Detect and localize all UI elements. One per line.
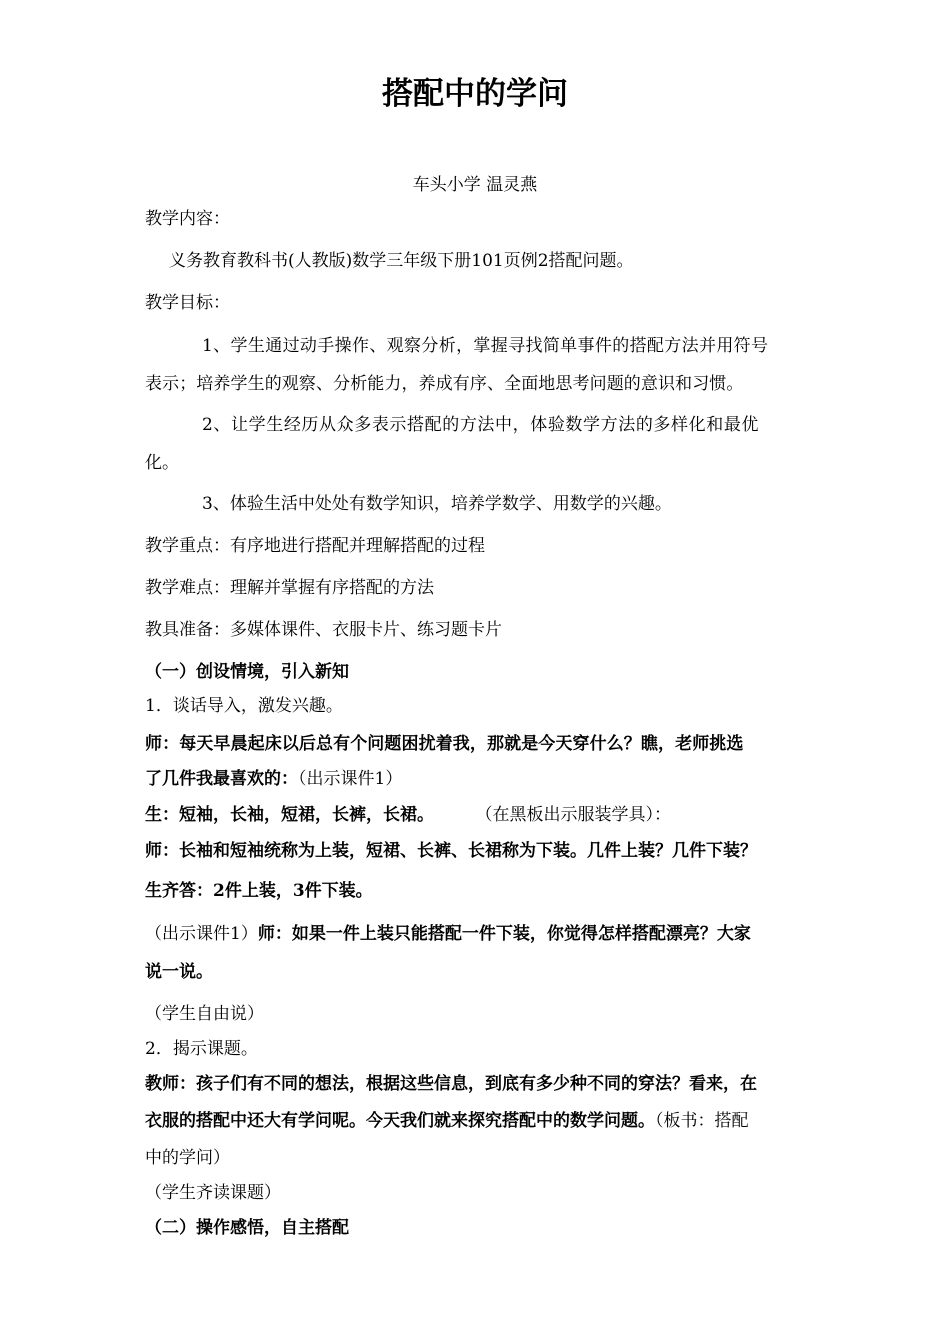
goal-1-line-2: 表示；培养学生的观察、分析能力，养成有序、全面地思考问题的意识和习惯。 [145,374,744,394]
difficulty: 教学难点：理解并掌握有序搭配的方法 [145,578,434,598]
free-talk-note: （学生自由说） [145,1004,264,1024]
teacher-line-4b [145,1110,749,1132]
teacher-line-4a: 教师：孩子们有不同的想法，根据这些信息，到底有多少种不同的穿法？看来，在 [145,1074,757,1094]
student-line-1-note: （在黑板出示服装学具）： [484,805,671,825]
goal-3: 3、体验生活中处处有数学知识，培养学数学、用数学的兴趣。 [202,494,672,514]
read-title-note: （学生齐读课题） [145,1183,281,1203]
teacher-line-1b-note: （出示课件1） [298,769,403,789]
goals-heading: 教学目标： [145,293,230,313]
section-1-heading: （一）创设情境，引入新知 [145,662,349,682]
teacher-line-1a: 师：每天早晨起床以后总有个问题困扰着我，那就是今天穿什么？瞧，老师挑选 [145,734,744,754]
teacher-line-3a-bold: 师：如果一件上装只能搭配一件下装，你觉得怎样搭配漂亮？大家 [257,924,751,944]
document-title: 搭配中的学问 [382,76,568,112]
materials: 教具准备：多媒体课件、衣服卡片、练习题卡片 [145,620,502,640]
teacher-line-4b-bold: 衣服的搭配中还大有学问呢。今天我们就来探究搭配中的数学问题。 [145,1111,655,1131]
goal-1-line-1: 1、学生通过动手操作、观察分析，掌握寻找简单事件的搭配方法并用符号 [202,336,769,356]
student-line-1-bold: 生：短袖，长袖，短裙，长裤，长裙。 [145,805,434,825]
teacher-line-1b-bold: 了几件我最喜欢的： [145,769,298,789]
teacher-line-4b-note: （板书：搭配 [655,1111,749,1131]
step-1: 1．谈话导入，激发兴趣。 [145,696,343,716]
goal-2-line-2: 化。 [145,453,179,473]
key-point: 教学重点：有序地进行搭配并理解搭配的过程 [145,536,485,556]
teacher-line-1b [145,768,402,790]
author-line: 车头小学 温灵燕 [412,175,538,195]
section-2-heading: （二）操作感悟，自主搭配 [145,1218,349,1238]
teacher-line-4c: 中的学问） [145,1148,230,1168]
goal-2-line-1: 2、让学生经历从众多表示搭配的方法中，体验数学方法的多样化和最优 [202,415,760,435]
student-line-2: 生齐答：2件上装，3件下装。 [145,881,373,901]
teacher-line-3a-note: （出示课件1） [145,924,258,944]
teacher-line-3a [145,923,751,945]
teacher-line-2: 师：长袖和短袖统称为上装，短裙、长裤、长裙称为下装。几件上装？几件下装？ [145,841,757,861]
step-2: 2．揭示课题。 [145,1039,258,1059]
content-text: 义务教育教科书(人教版)数学三年级下册101页例2搭配问题。 [169,251,634,271]
teacher-line-3b: 说一说。 [145,962,213,982]
student-line-1 [145,804,671,826]
content-heading: 教学内容： [145,209,230,229]
